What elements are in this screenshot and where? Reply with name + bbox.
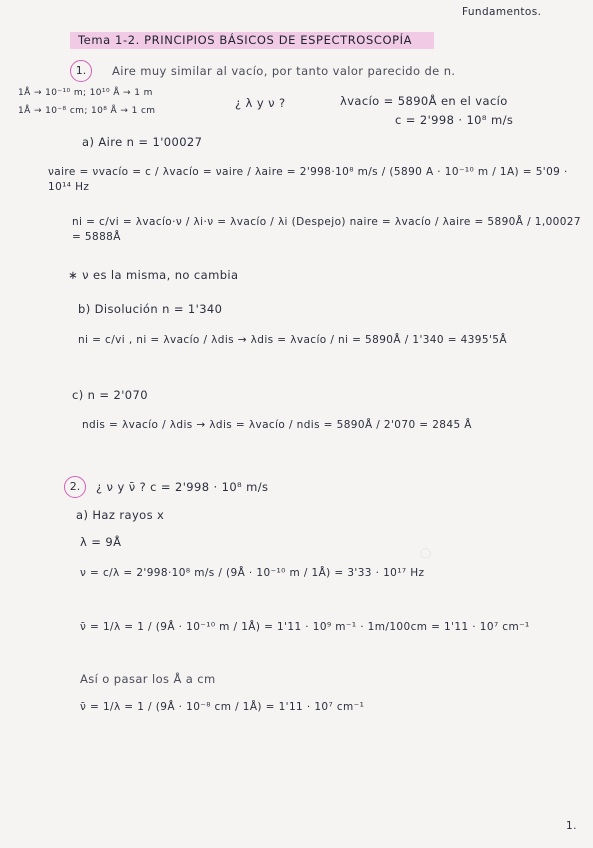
page-title	[78, 33, 412, 47]
page-number: 1.	[566, 820, 577, 832]
problem2-number: 2.	[64, 476, 86, 498]
frequency-note: ∗ ν es la misma, no cambia	[68, 268, 239, 282]
problem1-number: 1.	[70, 60, 92, 82]
problem1-intro: Aire muy similar al vacío, por tanto valor parecido de n.	[112, 64, 456, 78]
lambda-vacuum-value: λvacío = 5890Å en el vacío	[340, 94, 508, 108]
nu-air-equation: νaire = νvacío = c / λvacío = νaire / λaire = 2'998·10⁸ m/s / (5890 A · 10⁻¹⁰ m / 1A) = 5'09 · 10¹⁴ Hz	[48, 166, 568, 193]
conversion-note: Así o pasar los Å a cm	[80, 672, 216, 686]
part-a-air: a) Aire n = 1'00027	[82, 135, 203, 149]
header-label: Fundamentos.	[462, 6, 542, 18]
frequency-equation: ν = c/λ = 2'998·10⁸ m/s / (9Å · 10⁻¹⁰ m / 1Å) = 3'33 · 10¹⁷ Hz	[80, 567, 425, 579]
wavenumber-alt-equation: ν̄ = 1/λ = 1 / (9Å · 10⁻⁸ cm / 1Å) = 1'11 · 10⁷ cm⁻¹	[80, 701, 365, 713]
refractive-index-equation: ni = c/vi = λvacío·ν / λi·ν = λvacío / λi (Despejo) naire = λvacío / λaire = 5890Å / 1,00027 = 5888Å	[72, 216, 581, 243]
page-title-text: Tema 1-2. PRINCIPIOS BÁSICOS DE ESPECTROSCOPÍA	[78, 33, 413, 47]
part-a-xrays: a) Haz rayos x	[76, 508, 165, 522]
problem2-question: ¿ ν y ν̄ ? c = 2'998 · 10⁸ m/s	[96, 480, 269, 494]
part-c-equation: ndis = λvacío / λdis → λdis = λvacío / ndis = 5890Å / 2'070 = 2845 Å	[82, 419, 472, 431]
unit-conversion-m: 1Å → 10⁻¹⁰ m; 10¹⁰ Å → 1 m	[18, 88, 153, 98]
wavenumber-equation: ν̄ = 1/λ = 1 / (9Å · 10⁻¹⁰ m / 1Å) = 1'11 · 10⁹ m⁻¹ · 1m/100cm = 1'11 · 10⁷ cm⁻¹	[80, 621, 530, 633]
unit-conversion-cm: 1Å → 10⁻⁸ cm; 10⁸ Å → 1 cm	[18, 106, 156, 116]
problem1-question: ¿ λ y ν ?	[235, 96, 286, 110]
part-b-solution: b) Disolución n = 1'340	[78, 302, 223, 316]
speed-of-light-value: c = 2'998 · 10⁸ m/s	[395, 113, 514, 127]
wavelength-value: λ = 9Å	[80, 535, 122, 549]
part-c-label: c) n = 2'070	[72, 388, 148, 402]
part-b-equation: ni = c/vi , ni = λvacío / λdis → λdis = λvacío / ni = 5890Å / 1'340 = 4395'5Å	[78, 334, 507, 346]
bleed-through-mark: ◯	[420, 548, 432, 559]
